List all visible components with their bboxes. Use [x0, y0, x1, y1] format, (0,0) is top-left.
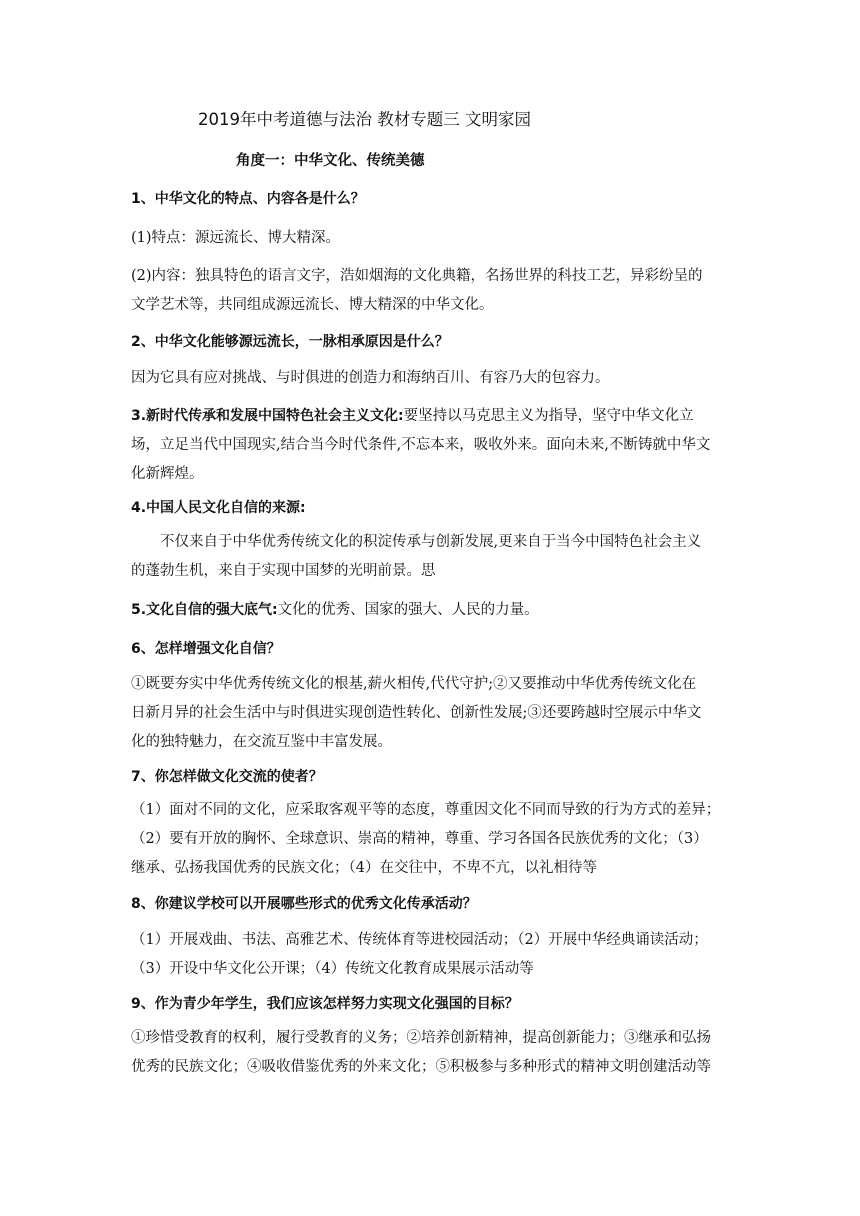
- item-3-line: [131, 402, 731, 431]
- answer-6: [131, 670, 731, 757]
- item-5-rest: 文化的优秀、国家的强大、人民的力量。: [277, 602, 539, 618]
- question-8: 8、你建议学校可以开展哪些形式的优秀文化传承活动？: [131, 896, 477, 912]
- answer-6-line: ①既要夯实中华优秀传统文化的根基,薪火相传,代代守护;②又要推动中华优秀传统文化在: [131, 676, 697, 692]
- item-5-line: [131, 596, 731, 625]
- item-3-rest: 要坚持以马克思主义为指导，坚守中华文化立: [403, 408, 694, 424]
- answer-1-features-text: (1)特点：源远流长、博大精深。: [131, 230, 341, 246]
- document-title: 2019年中考道德与法治 教材专题三 文明家园: [198, 110, 531, 129]
- answer-8: [131, 926, 731, 984]
- answer-1-features: [131, 224, 731, 253]
- answer-8-line: （1）开展戏曲、书法、高雅艺术、传统体育等进校园活动；（2）开展中华经典诵读活动；: [131, 932, 708, 948]
- question-2: 2、中华文化能够源远流长，一脉相承原因是什么？: [131, 334, 449, 350]
- answer-9-line: 优秀的民族文化；④吸收借鉴优秀的外来文化；⑤积极参与多种形式的精神文明创建活动等: [131, 1059, 711, 1075]
- answer-1-content-line: 文学艺术等，共同组成源远流长、博大精深的中华文化。: [131, 297, 494, 313]
- answer-6-line: 日新月异的社会生活中与时俱进实现创造性转化、创新性发展;③还要跨越时空展示中华文: [131, 705, 702, 721]
- item-3-lead: 3.新时代传承和发展中国特色社会主义文化:: [131, 408, 404, 424]
- answer-1-content-line: (2)内容：独具特色的语言文字，浩如烟海的文化典籍，名扬世界的科技工艺，异彩纷呈的: [131, 268, 703, 284]
- answer-6-line: 化的独特魅力，在交流互鉴中丰富发展。: [131, 734, 392, 750]
- answer-2-text: 因为它具有应对挑战、与时俱进的创造力和海纳百川、有容乃大的包容力。: [131, 370, 610, 386]
- answer-7-line: 继承、弘扬我国优秀的民族文化；（4）在交往中，不卑不亢，以礼相待等: [131, 860, 597, 876]
- question-1: 1、中华文化的特点、内容各是什么？: [131, 191, 365, 207]
- answer-9: [131, 1024, 731, 1082]
- answer-9-line: ①珍惜受教育的权利，履行受教育的义务；②培养创新精神，提高创新能力；③继承和弘扬: [131, 1030, 711, 1046]
- answer-4-line: 的蓬勃生机，来自于实现中国梦的光明前景。思: [131, 563, 436, 579]
- question-9: 9、作为青少年学生，我们应该怎样努力实现文化强国的目标？: [131, 996, 519, 1012]
- answer-4: [131, 528, 731, 586]
- answer-7-line: （2）要有开放的胸怀、全球意识、崇高的精神，尊重、学习各国各民族优秀的文化；（3）: [131, 831, 708, 847]
- item-5-lead: 5.文化自信的强大底气:: [131, 602, 278, 618]
- answer-2: [131, 364, 731, 393]
- item-3-line: 化新辉煌。: [131, 466, 204, 482]
- question-7: 7、你怎样做文化交流的使者？: [131, 769, 323, 785]
- item-5: [131, 596, 731, 625]
- question-4: 4.中国人民文化自信的来源:: [131, 500, 306, 516]
- answer-8-line: （3）开设中华文化公开课；（4）传统文化教育成果展示活动等: [131, 961, 534, 977]
- item-3-line: 场，立足当代中国现实,结合当今时代条件,不忘本来，吸收外来。面向未来,不断铸就中华文: [131, 437, 711, 453]
- item-3: [131, 402, 731, 489]
- answer-4-line: 不仅来自于中华优秀传统文化的积淀传承与创新发展,更来自于当今中国特色社会主义: [160, 534, 702, 550]
- question-6: 6、怎样增强文化自信？: [131, 641, 281, 657]
- answer-1-content: [131, 262, 731, 320]
- answer-7: [131, 796, 731, 883]
- section-subtitle: 角度一：中华文化、传统美德: [236, 153, 425, 169]
- answer-7-line: （1）面对不同的文化，应采取客观平等的态度，尊重因文化不同而导致的行为方式的差异；: [131, 802, 721, 818]
